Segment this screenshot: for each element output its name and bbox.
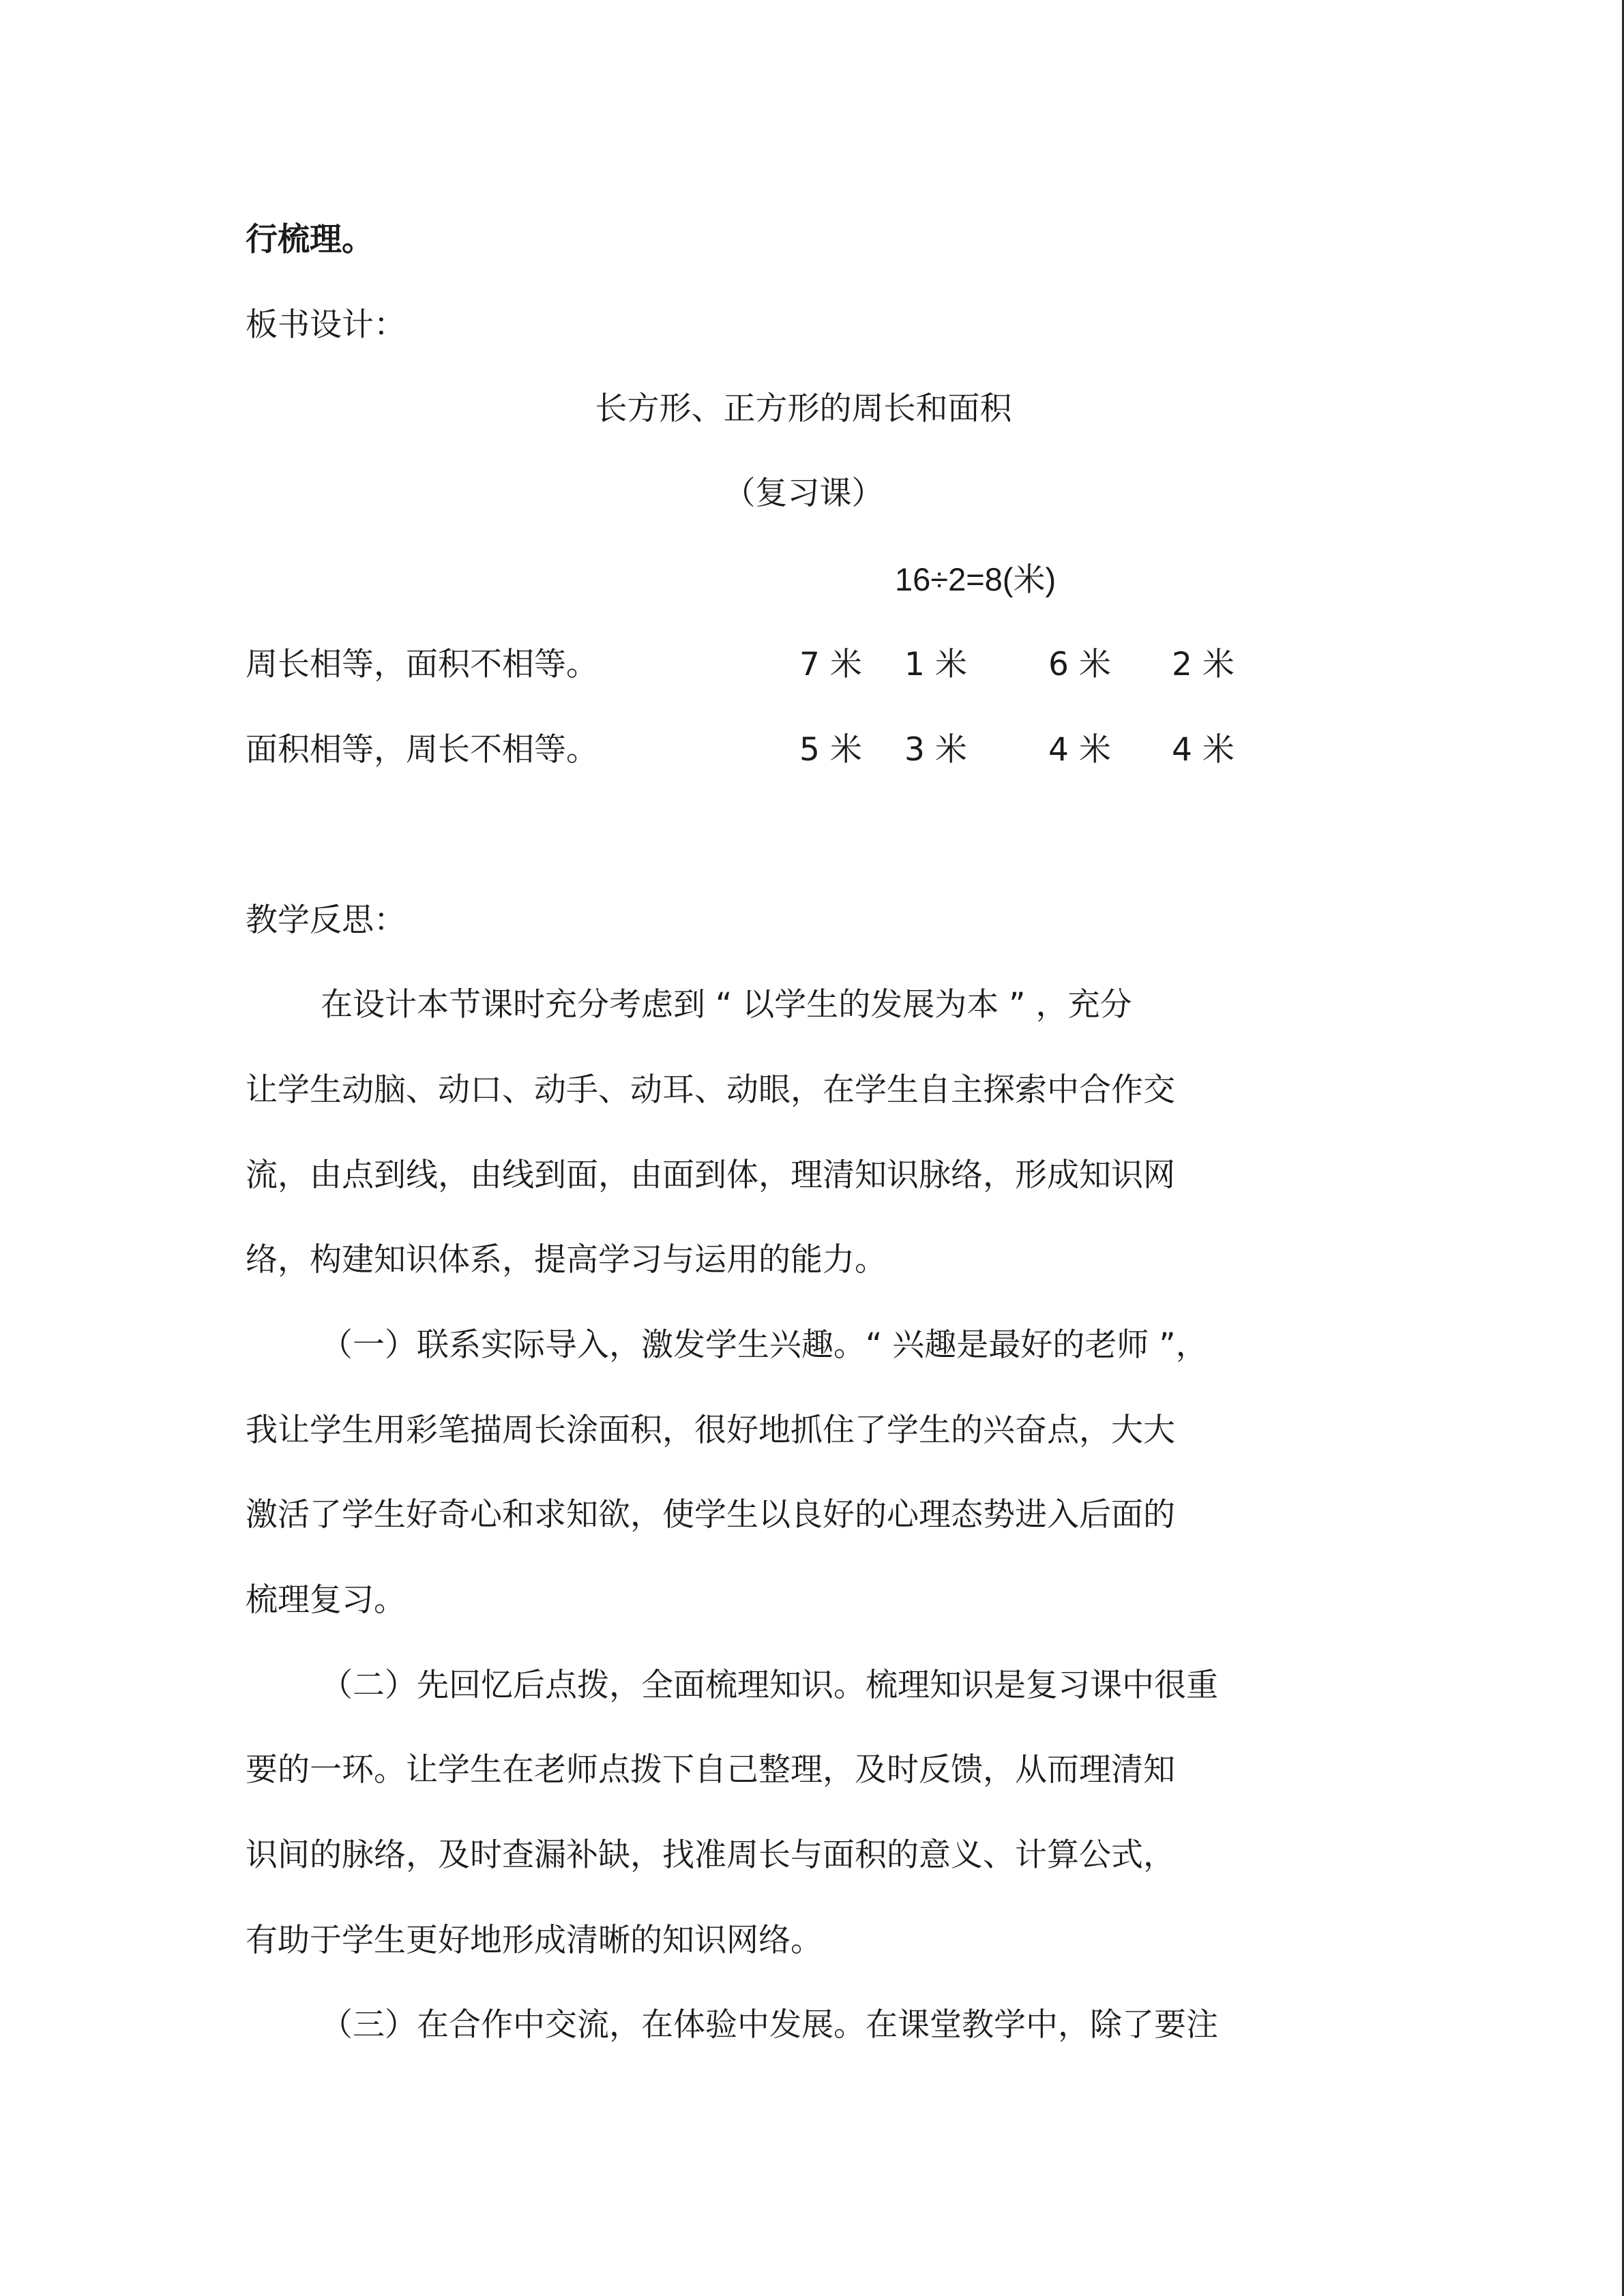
paragraph-line: （三）在合作中交流，在体验中发展。在课堂教学中，除了要注: [321, 2006, 1218, 2044]
row-value: 4 米: [1172, 731, 1235, 769]
row-value: 2 米: [1172, 646, 1235, 683]
row-value: 6 米: [1048, 646, 1111, 683]
paragraph-line: 识间的脉络，及时查漏补缺，找准周长与面积的意义、计算公式，: [246, 1836, 1175, 1874]
row-value: 7 米: [799, 646, 862, 683]
row-label: 周长相等，面积不相等。: [246, 646, 598, 683]
perimeter-formula: 16÷2=8(米): [895, 561, 1057, 597]
board-subtitle: （复习课）: [723, 475, 884, 512]
paragraph-line: 激活了学生好奇心和求知欲，使学生以良好的心理态势进入后面的: [246, 1496, 1175, 1534]
row-value: 3 米: [904, 731, 967, 769]
paragraph-line: 络，构建知识体系，提高学习与运用的能力。: [246, 1241, 887, 1279]
header-line: 行梳理。: [246, 221, 374, 258]
paragraph-line: 流，由点到线，由线到面，由面到体，理清知识脉络，形成知识网: [246, 1157, 1175, 1194]
row-value: 1 米: [904, 646, 967, 683]
paragraph-line: 我让学生用彩笔描周长涂面积，很好地抓住了学生的兴奋点，大大: [246, 1412, 1175, 1449]
board-label: 板书设计：: [246, 306, 406, 344]
paragraph-line: （二）先回忆后点拨，全面梳理知识。梳理知识是复习课中很重: [321, 1667, 1218, 1704]
reflection-heading: 教学反思：: [246, 901, 406, 939]
paragraph-line: 在设计本节课时充分考虑到 “ 以学生的发展为本 ” ，充分: [321, 986, 1132, 1024]
row-value: 4 米: [1048, 731, 1111, 769]
paragraph-line: 让学生动脑、动口、动手、动耳、动眼，在学生自主探索中合作交: [246, 1071, 1175, 1109]
paragraph-line: 梳理复习。: [246, 1581, 406, 1619]
row-value: 5 米: [799, 731, 862, 769]
paragraph-line: 有助于学生更好地形成清晰的知识网络。: [246, 1922, 823, 1959]
paragraph-line: 要的一环。让学生在老师点拨下自己整理，及时反馈，从而理清知: [246, 1751, 1175, 1789]
paragraph-line: （一）联系实际导入，激发学生兴趣。“ 兴趣是最好的老师 ”，: [321, 1326, 1208, 1364]
row-label: 面积相等，周长不相等。: [246, 731, 598, 769]
board-title: 长方形、正方形的周长和面积: [595, 390, 1012, 428]
